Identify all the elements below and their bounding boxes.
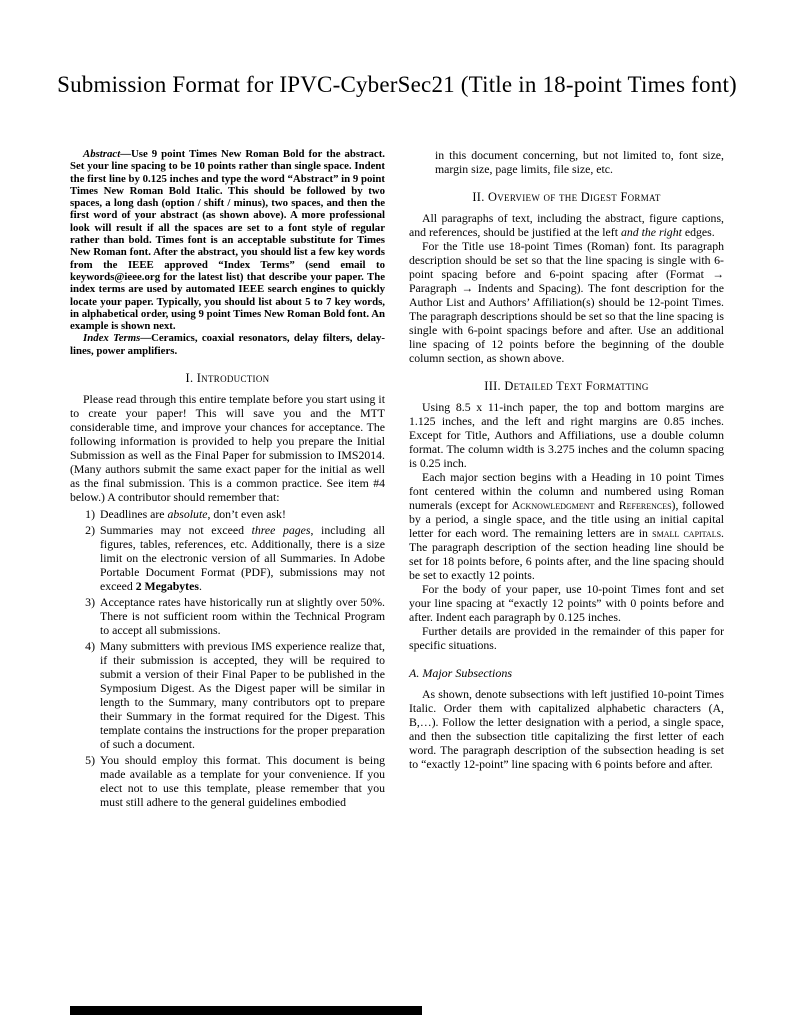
subsection-heading: A. Major Subsections: [409, 666, 512, 680]
paragraph: [70, 332, 385, 357]
text-run: All paragraphs of text, including the abstract, figure captions, and references, should be justified at the left: [409, 211, 724, 239]
paragraph: [70, 392, 385, 504]
section-heading: I. Introduction: [185, 371, 270, 386]
text-run: and: [594, 498, 619, 512]
text-run: You should employ this format. This document is being made available as a template for your convenience. If you elect not to use this template, please remember that you must still adhere to the general guidelines embodied: [100, 753, 385, 810]
text-run: —Use 9 point Times New Roman Bold for the abstract. Set your line spacing to be 10 points rather than single space. Indent the first line by 0.125 inches and type the word “Abstract” in 9 point Times New Roman Bold Italic. This should be followed by two spaces, a long dash (option / shift / minus), two spaces, and then the first word of your abstract (as shown above). A more professional look will result if all the spaces are set to a font style of regular rather than bold. Times font is an acceptable substitute for Times New Roman font. After the abstract, you should list a few key words from the IEEE approved “Index Terms” (send email to keywords@ieee.org for the latest list) that describe your paper. The index terms are used by automated IEEE search engines to quickly locate your paper. Typically, you should list about 5 to 7 key words, in alphabetical order, using 9 point Times New Roman Bold font. An example is shown next.: [70, 148, 385, 333]
numbered-list: [70, 507, 385, 809]
text-run: , don’t even ask!: [207, 507, 286, 522]
list-item-text: [100, 523, 385, 593]
list-item-text: [100, 753, 385, 809]
list-item: [70, 753, 385, 809]
paragraph: [409, 211, 724, 239]
text-run: ), followed by a period, a single space, and the title using an initial capital letter for each word. The remaining letters are in: [409, 498, 724, 540]
paper-title: Submission Format for IPVC-CyberSec21 (Title in 18-point Times font): [57, 72, 737, 97]
text-run: Index Terms: [83, 332, 141, 345]
list-item: [70, 639, 385, 751]
text-run: 2 Megabytes: [135, 579, 199, 594]
text-run: Acceptance rates have historically run at slightly over 50%. There is not sufficient room within the Technical Program to accept all submissions.: [100, 595, 385, 638]
list-item-number: 3): [85, 595, 95, 610]
section-heading: II. Overview of the Digest Format: [472, 190, 661, 204]
paragraph: [409, 400, 724, 470]
text-run: Please read through this entire template before you start using it to create your paper! This will save you and the MTT considerable time, and improve your chances for acceptance. The following information is provided to help you prepare the Initial Submission as well as the Final Paper for submission to IMS2014. (Many authors submit the same exact paper for the initial as well as the final submission. This is a common practice. See item #4 below.) A contributor should remember that:: [70, 392, 385, 505]
text-run: Using 8.5 x 11-inch paper, the top and bottom margins are 1.125 inches, and the left and right margins are 0.85 inches. Except for Title, Authors and Affiliations, use a double column format. The column width is 3.275 inches and the column spacing is 0.25 inch.: [409, 400, 724, 470]
text-run: and the right: [620, 225, 682, 239]
text-run: For the body of your paper, use 10-point Times font and set your line spacing at “exactly 12 points” with 0 points before and after. Indent each paragraph by 0.125 inches.: [409, 582, 724, 624]
paragraph: [409, 470, 724, 582]
paragraph: [409, 239, 724, 365]
paragraph: [409, 582, 724, 624]
text-run: Acknowledgment: [511, 498, 595, 512]
paragraph: [409, 687, 724, 771]
text-run: Each major section begins with a Heading in 10 point Times font centered within the column and numbered using Roman numerals (except for: [409, 470, 724, 512]
list-item-number: 4): [85, 639, 95, 654]
text-run: As shown, denote subsections with left justified 10-point Times Italic. Order them with capitalized alphabetic characters (A, B,…). Follow the letter designation with a period, a single space, and then the subsection title capitalizing the first letter of each word. The paragraph description of the subsection heading is set to “exactly 12-point” line spacing with 6 points before and after.: [409, 687, 724, 771]
text-run: absolute: [167, 507, 208, 522]
text-run: , including all figures, tables, references, etc. Additionally, there is a size limit on the electronic version of all Summaries. In Adobe Portable Document Format (PDF), submissions may not exceed: [100, 523, 385, 594]
text-run: small capitals: [652, 526, 722, 540]
paragraph: [409, 148, 724, 176]
list-item-text: [100, 639, 385, 751]
paragraph: [70, 148, 385, 332]
list-item: [70, 595, 385, 637]
list-item: [70, 507, 385, 521]
text-run: Further details are provided in the remainder of this paper for specific situations.: [409, 624, 724, 652]
text-run: For the Title use 18-point Times (Roman) font. Its paragraph description should be set so that the line spacing is single with 6-point spacing before and 6-point spacing after (Format → Paragraph → Indents and Spacing). The font description for the Author List and Authors’ Affiliation(s) should be 12-point Times. The paragraph descriptions should be set so that the line spacing is single with 6-point spacings before and after. Use an additional line spacing of 12 points before the beginning of the double column section, as shown above.: [409, 239, 724, 365]
section-heading: III. Detailed Text Formatting: [484, 379, 649, 393]
right-column: [409, 148, 724, 811]
text-run: .: [198, 579, 202, 594]
list-item-number: 5): [85, 753, 95, 768]
list-item-text: [100, 507, 385, 521]
left-column: [70, 148, 385, 811]
text-run: Many submitters with previous IMS experience realize that, if their submission is accepted, they will be required to submit a version of their Final Paper to be published in the Symposium Digest. As the Digest paper will be similar in length to the Summary, many contributors opt to prepare their Summary in the format required for the Digest. This template contains the instructions for the proper preparation of such a document.: [100, 639, 385, 752]
text-run: three pages: [251, 523, 311, 538]
list-item-text: [100, 595, 385, 637]
two-column-layout: [0, 148, 794, 811]
text-run: —Ceramics, coaxial resonators, delay filters, delay-lines, power amplifiers.: [70, 332, 385, 357]
text-run: edges.: [681, 225, 715, 239]
text-run: . The paragraph description of the section heading line should be set for 18 points before, 6 points after, and the line spacing should be set to exactly 12 points.: [409, 526, 724, 582]
text-run: References: [618, 498, 672, 512]
footer-bar: [70, 1006, 422, 1015]
text-run: Abstract: [83, 148, 121, 160]
paragraph: [409, 624, 724, 652]
text-run: Deadlines are: [100, 507, 168, 522]
list-item-number: 1): [85, 507, 95, 522]
text-run: in this document concerning, but not limited to, font size, margin size, page limits, file size, etc.: [435, 148, 724, 176]
list-item-number: 2): [85, 523, 95, 538]
text-run: Summaries may not exceed: [100, 523, 252, 538]
list-item: [70, 523, 385, 593]
